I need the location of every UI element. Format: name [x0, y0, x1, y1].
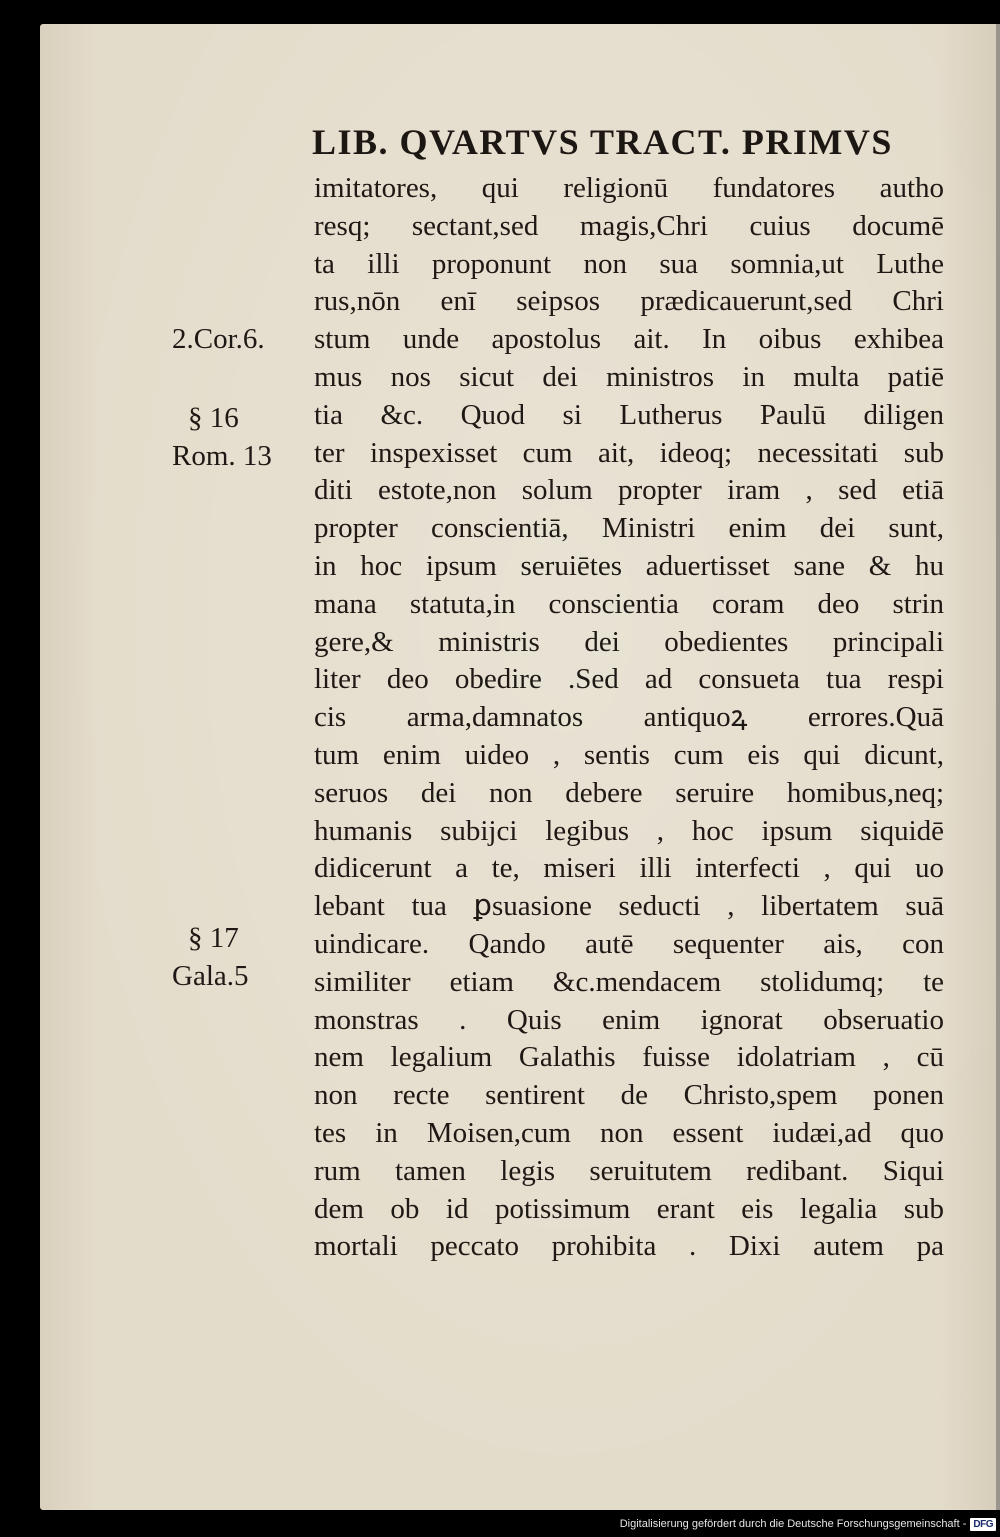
- text-line: mortali peccato prohibita . Dixi autem pa: [314, 1230, 944, 1263]
- text-line: didicerunt a te, miseri illi interfecti , qui uo: [314, 852, 944, 885]
- text-line: rus,nōn enī seipsos prædicauerunt,sed Chri: [314, 285, 944, 318]
- body-text: [314, 170, 944, 1266]
- text-line: non recte sentirent de Christo,spem ponen: [314, 1079, 944, 1112]
- text-line: stum unde apostolus ait. In oibus exhibea: [314, 323, 944, 356]
- margin-note-gala5: Gala.5: [172, 960, 249, 992]
- text-line: uindicare. Qando autē sequenter ais, con: [314, 927, 944, 960]
- page-gutter: [996, 24, 1000, 1510]
- margin-note-section-16: § 16: [188, 402, 239, 434]
- text-line: tum enim uideo , sentis cum eis qui dicunt,: [314, 738, 944, 771]
- text-line: seruos dei non debere seruire homibus,neq;: [314, 776, 944, 809]
- text-line: gere,& ministris dei obedientes principali: [314, 625, 944, 658]
- text-line: monstras . Quis enim ignorat obseruatio: [314, 1003, 944, 1036]
- text-line: rum tamen legis seruitutem redibant. Siqui: [314, 1154, 944, 1187]
- margin-note-rom13: Rom. 13: [172, 440, 272, 472]
- text-line: mana statuta,in conscientia coram deo strin: [314, 587, 944, 620]
- text-line: diti estote,non solum propter iram , sed etiā: [314, 474, 944, 507]
- text-line: humanis subijci legibus , hoc ipsum siquidē: [314, 814, 944, 847]
- text-line: ta illi proponunt non sua somnia,ut Luthe: [314, 247, 944, 280]
- dfg-logo[interactable]: DFG: [970, 1518, 996, 1531]
- footer-credit: Digitalisierung gefördert durch die Deutsche Forschungsgemeinschaft -: [619, 1518, 967, 1530]
- text-line: liter deo obedire .Sed ad consueta tua respi: [314, 663, 944, 696]
- running-head: LIB. QVARTVS TRACT. PRIMVS: [312, 122, 893, 162]
- text-line: imitatores, qui religionū fundatores autho: [314, 172, 944, 204]
- text-line: resq; sectant,sed magis,Chri cuius documē: [314, 209, 944, 242]
- margin-note-2cor6: 2.Cor.6.: [172, 323, 265, 355]
- margin-note-section-17: § 17: [188, 922, 239, 954]
- text-line: tia &c. Quod si Lutherus Paulū diligen: [314, 398, 944, 431]
- text-line: mus nos sicut dei ministros in multa patiē: [314, 360, 944, 393]
- text-line: propter conscientiā, Ministri enim dei sunt,: [314, 512, 944, 545]
- text-line: similiter etiam &c.mendacem stolidumq; te: [314, 965, 944, 998]
- text-line: ter inspexisset cum ait, ideoq; necessitati sub: [314, 436, 944, 469]
- text-line: dem ob id potissimum erant eis legalia sub: [314, 1192, 944, 1225]
- text-line: cis arma,damnatos antiquoꝝ errores.Quā: [314, 701, 944, 734]
- text-line: tes in Moisen,cum non essent iudæi,ad quo: [314, 1116, 944, 1149]
- text-line: lebant tua ꝑsuasione seducti , libertatem suā: [314, 890, 944, 923]
- footer: [620, 1513, 996, 1535]
- text-line: nem legalium Galathis fuisse idolatriam , cū: [314, 1041, 944, 1074]
- text-line: in hoc ipsum seruiētes aduertisset sane & hu: [314, 549, 944, 582]
